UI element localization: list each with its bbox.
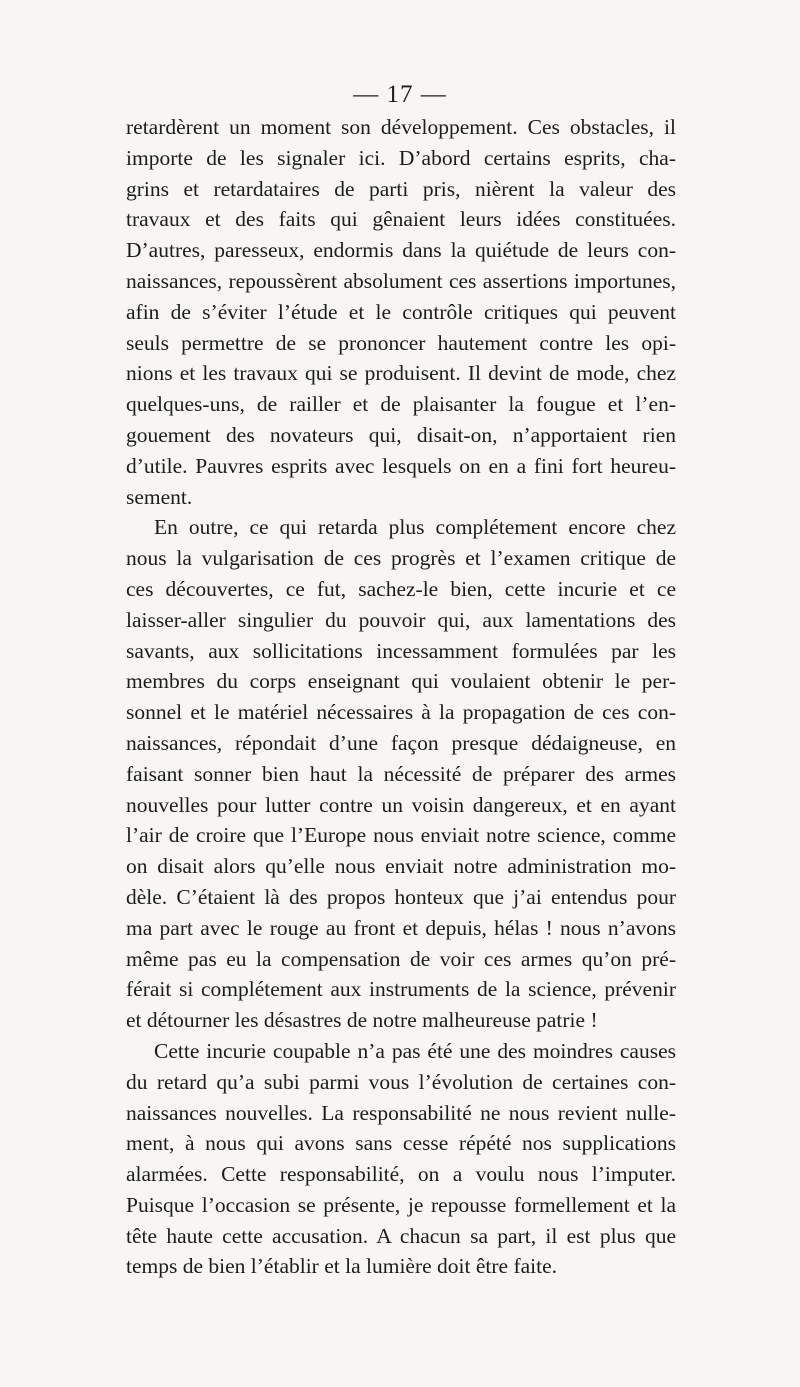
text-line: savants, aux sollicitations incessamment formulées par les (126, 638, 676, 663)
text-line: d’utile. Pauvres esprits avec lesquels on en a fini fort heureu- (126, 453, 676, 478)
text-line: sonnel et le matériel nécessaires à la propagation de ces con- (126, 700, 676, 725)
text-line: même pas eu la compensation de voir ces armes qu’on pré- (126, 946, 676, 971)
text-line: du retard qu’a subi parmi vous l’évolution de certaines con- (126, 1069, 676, 1094)
text-line: nions et les travaux qui se produisent. Il devint de mode, chez (126, 361, 676, 386)
text-line: ces découvertes, ce fut, sachez-le bien, cette incurie et ce (126, 576, 676, 601)
text-line: faisant sonner bien haut la nécessité de préparer des armes (126, 761, 676, 786)
text-line: nouvelles pour lutter contre un voisin dangereux, et en ayant (126, 792, 676, 817)
text-line: l’air de croire que l’Europe nous enviait notre science, comme (126, 823, 676, 848)
text-line: quelques-uns, de railler et de plaisanter la fougue et l’en- (126, 392, 676, 417)
text-line: temps de bien l’établir et la lumière doit être faite. (126, 1254, 558, 1279)
text-line: ment, à nous qui avons sans cesse répété nos supplications (126, 1131, 676, 1156)
text-line: Puisque l’occasion se présente, je repousse formellement et la (126, 1192, 676, 1217)
text-line: Cette incurie coupable n’a pas été une des moindres causes (154, 1038, 676, 1063)
text-line: naissances nouvelles. La responsabilité ne nous revient nulle- (126, 1100, 676, 1125)
text-line: gouement des novateurs qui, disait-on, n’apportaient rien (126, 422, 676, 447)
text-line: on disait alors qu’elle nous enviait notre administration mo- (126, 854, 676, 879)
text-line: naissances, répondait d’une façon presque dédaigneuse, en (126, 730, 676, 755)
page-number: — 17 — (353, 81, 447, 108)
text-line: férait si complétement aux instruments de la science, prévenir (126, 977, 676, 1002)
text-line: naissances, repoussèrent absolument ces assertions importunes, (126, 268, 676, 293)
text-line: seuls permettre de se prononcer hautement contre les opi- (126, 330, 676, 355)
text-line: laisser-aller singulier du pouvoir qui, aux lamentations des (126, 607, 676, 632)
text-line: retardèrent un moment son développement. Ces obstacles, il (126, 115, 676, 139)
text-line: D’autres, paresseux, endormis dans la quiétude de leurs con- (126, 238, 676, 263)
text-line: grins et retardataires de parti pris, nièrent la valeur des (126, 176, 676, 201)
text-line: tête haute cette accusation. A chacun sa part, il est plus que (126, 1223, 676, 1248)
text-line: importe de les signaler ici. D’abord certains esprits, cha- (126, 145, 676, 170)
text-line: nous la vulgarisation de ces progrès et l’examen critique de (126, 546, 676, 571)
text-line: travaux et des faits qui gênaient leurs idées constituées. (126, 207, 676, 232)
body-text (126, 112, 676, 1282)
text-line: dèle. C’étaient là des propos honteux que j’ai entendus pour (126, 884, 676, 909)
text-line: afin de s’éviter l’étude et le contrôle critiques qui peuvent (126, 299, 676, 324)
text-line: En outre, ce qui retarda plus complétement encore chez (154, 515, 676, 540)
text-line: alarmées. Cette responsabilité, on a voulu nous l’imputer. (126, 1162, 676, 1187)
text-line: ma part avec le rouge au front et depuis, hélas ! nous n’avons (126, 915, 676, 940)
text-line: et détourner les désastres de notre malheureuse patrie ! (126, 1008, 598, 1033)
text-line: membres du corps enseignant qui voulaient obtenir le per- (126, 669, 676, 694)
text-line: sement. (126, 484, 193, 509)
